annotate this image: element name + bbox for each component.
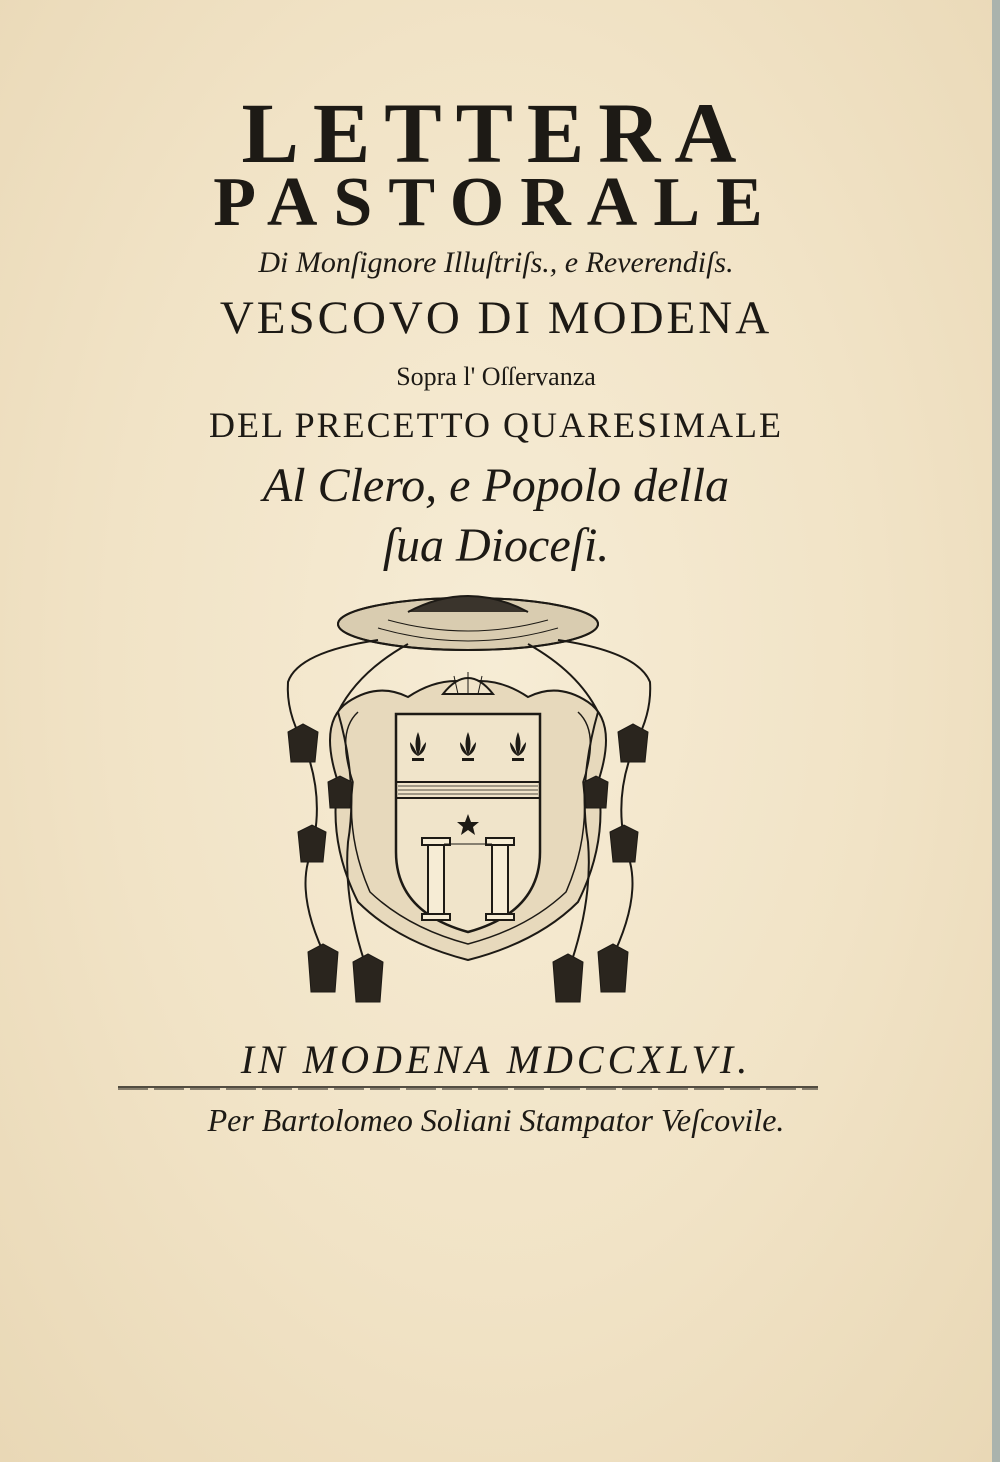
page-edge: [992, 0, 1000, 1462]
subtitle-clero: Al Clero, e Popolo della: [262, 459, 730, 512]
subtitle-diocesi: ſua Dioceſi.: [382, 519, 610, 572]
subtitle-precetto: DEL PRECETTO QUARESIMALE: [209, 405, 783, 445]
imprint-printer: Per Bartolomeo Soliani Stampator Veſcovile.: [207, 1102, 785, 1138]
imprint-place-date: IN MODENA MDCCXLVI.: [240, 1037, 752, 1082]
divider-rule: [118, 1086, 818, 1090]
subtitle-monsignore: Di Monſignore Illuſtriſs., e Reverendiſs.: [258, 246, 734, 279]
title-line-lettera: LETTERA: [241, 85, 751, 181]
subtitle-sopra: Sopra l' Oſſervanza: [396, 362, 596, 391]
subtitle-vescovo: VESCOVO DI MODENA: [219, 292, 773, 344]
title-line-pastorale: PASTORALE: [213, 164, 779, 241]
coat-of-arms-icon: [258, 582, 678, 1022]
